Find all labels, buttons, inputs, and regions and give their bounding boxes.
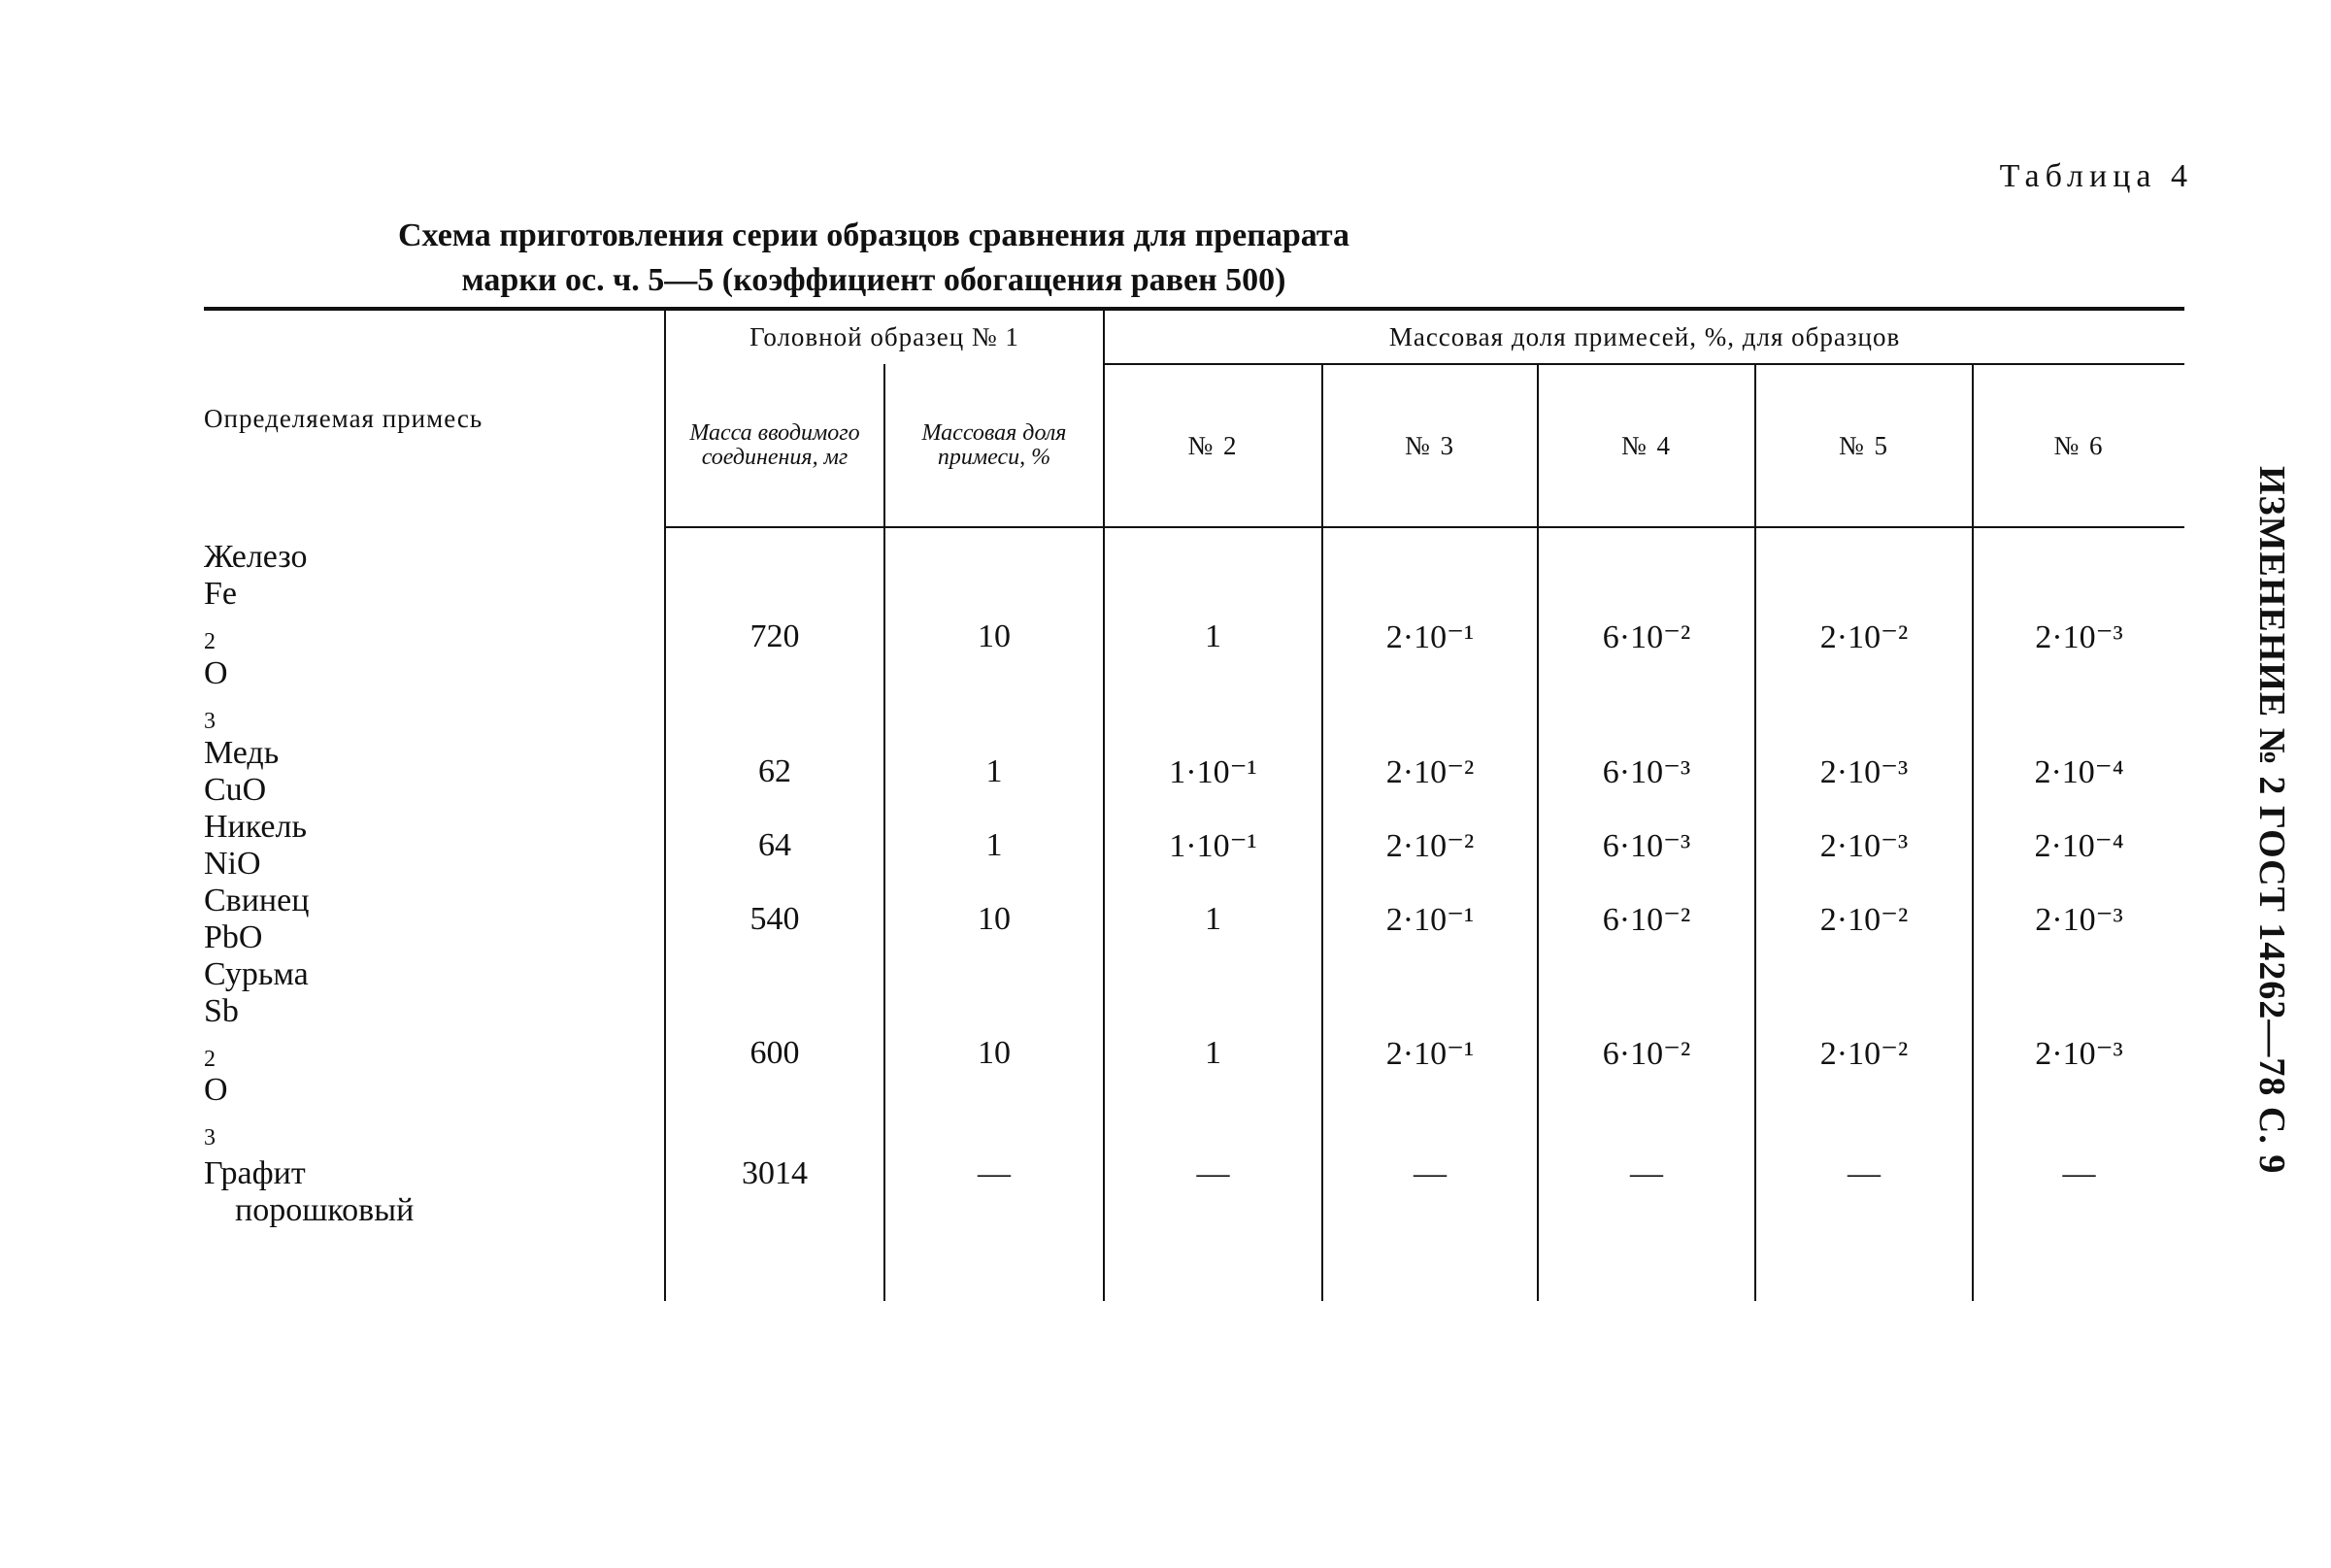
value-cell: 2·10⁻³	[1755, 809, 1973, 883]
impurity-table	[204, 307, 2184, 1301]
table-row	[204, 809, 2184, 883]
value-cell: 2·10⁻³	[1973, 527, 2184, 735]
formula-subscript: 2	[204, 628, 216, 654]
impurity-name-text	[204, 809, 664, 883]
formula-part: NiO	[204, 845, 261, 882]
header-mass-fraction-text: Массовая доля примеси, %	[921, 419, 1067, 470]
table-row	[204, 735, 2184, 809]
element-name: Никель	[204, 808, 307, 845]
fraction-cell: 1	[884, 809, 1104, 883]
mass-cell: 540	[665, 883, 884, 956]
table-row	[204, 527, 2184, 735]
value-cell: 1·10⁻¹	[1104, 735, 1322, 809]
dash-cell: —	[884, 1151, 1104, 1301]
fraction-cell: 10	[884, 527, 1104, 735]
header-impurity: Определяемая примесь	[204, 309, 665, 527]
value-cell: 2·10⁻²	[1755, 956, 1973, 1152]
value-cell: 1	[1104, 527, 1322, 735]
impurity-name-text	[204, 956, 664, 1152]
impurity-name-text	[204, 735, 664, 809]
element-name: Медь	[204, 734, 280, 771]
value-cell: 6·10⁻²	[1538, 956, 1755, 1152]
header-sample-5: № 5	[1755, 364, 1973, 527]
dash-cell: —	[1973, 1151, 2184, 1301]
value-cell: 6·10⁻³	[1538, 735, 1755, 809]
dash-cell: —	[1538, 1151, 1755, 1301]
dash-cell: —	[1322, 1151, 1538, 1301]
impurity-name	[204, 1151, 665, 1301]
header-sample-2: № 2	[1104, 364, 1322, 527]
value-cell: 2·10⁻³	[1973, 883, 2184, 956]
title-line-1: Схема приготовления серии образцов сравнения для препарата	[398, 217, 1349, 253]
value-cell: 2·10⁻¹	[1322, 527, 1538, 735]
value-cell: 1	[1104, 883, 1322, 956]
value-cell: 2·10⁻¹	[1322, 883, 1538, 956]
formula-part: Fe	[204, 576, 237, 612]
dash-cell: —	[1104, 1151, 1322, 1301]
side-note-text: ИЗМЕНЕНИЕ № 2 ГОСТ 14262—78 С. 9	[2251, 466, 2292, 1175]
header-mass-fraction-group: Массовая доля примесей, %, для образцов	[1104, 309, 2184, 364]
table-title	[388, 214, 1359, 303]
value-cell: 6·10⁻²	[1538, 883, 1755, 956]
mass-cell: 720	[665, 527, 884, 735]
title-line-2: марки ос. ч. 5—5 (коэффициент обогащения равен 500)	[461, 262, 1286, 298]
impurity-name-text	[204, 883, 664, 956]
table-row	[204, 956, 2184, 1152]
header-sample-3: № 3	[1322, 364, 1538, 527]
mass-cell: 3014	[665, 1151, 884, 1301]
formula-part: Sb	[204, 992, 239, 1029]
value-cell: 2·10⁻²	[1322, 809, 1538, 883]
value-cell: 2·10⁻¹	[1322, 956, 1538, 1152]
value-cell: 2·10⁻³	[1755, 735, 1973, 809]
impurity-name	[204, 735, 665, 809]
impurity-name	[204, 883, 665, 956]
header-mass-compound	[665, 364, 884, 527]
formula-part: O	[204, 1072, 228, 1109]
header-sample-6: № 6	[1973, 364, 2184, 527]
value-cell: 2·10⁻²	[1755, 883, 1973, 956]
value-cell: 2·10⁻⁴	[1973, 809, 2184, 883]
header-mass-fraction	[884, 364, 1104, 527]
impurity-name-line-2: порошковый	[235, 1192, 415, 1229]
value-cell: 2·10⁻⁴	[1973, 735, 2184, 809]
element-name: Железо	[204, 539, 308, 575]
impurity-name	[204, 527, 665, 735]
value-cell: 6·10⁻³	[1538, 809, 1755, 883]
table-row-graphite	[204, 1151, 2184, 1301]
formula-subscript: 3	[204, 1125, 216, 1151]
header-row-1	[204, 309, 2184, 364]
dash-cell: —	[1755, 1151, 1973, 1301]
value-cell: 6·10⁻²	[1538, 527, 1755, 735]
element-name: Сурьма	[204, 955, 309, 992]
value-cell: 1	[1104, 956, 1322, 1152]
fraction-cell: 1	[884, 735, 1104, 809]
table-row	[204, 883, 2184, 956]
value-cell: 1·10⁻¹	[1104, 809, 1322, 883]
value-cell: 2·10⁻³	[1973, 956, 2184, 1152]
formula-part: CuO	[204, 771, 267, 808]
mass-cell: 600	[665, 956, 884, 1152]
formula-part: PbO	[204, 918, 263, 955]
fraction-cell: 10	[884, 956, 1104, 1152]
impurity-name-text	[204, 539, 664, 735]
formula-subscript: 2	[204, 1046, 216, 1072]
formula-part: O	[204, 654, 228, 691]
header-sample-4: № 4	[1538, 364, 1755, 527]
table-label: Таблица 4	[1999, 158, 2193, 194]
element-name: Свинец	[204, 882, 310, 918]
formula-subscript: 3	[204, 708, 216, 734]
header-head-sample: Головной образец № 1	[665, 309, 1104, 364]
value-cell: 2·10⁻²	[1755, 527, 1973, 735]
header-mass-compound-text: Масса вводимого соединения, мг	[689, 419, 860, 470]
impurity-name-line-1: Графит	[204, 1155, 306, 1192]
mass-cell: 64	[665, 809, 884, 883]
mass-cell: 62	[665, 735, 884, 809]
side-note	[2235, 466, 2309, 1175]
impurity-name	[204, 809, 665, 883]
impurity-name	[204, 956, 665, 1152]
fraction-cell: 10	[884, 883, 1104, 956]
value-cell: 2·10⁻²	[1322, 735, 1538, 809]
